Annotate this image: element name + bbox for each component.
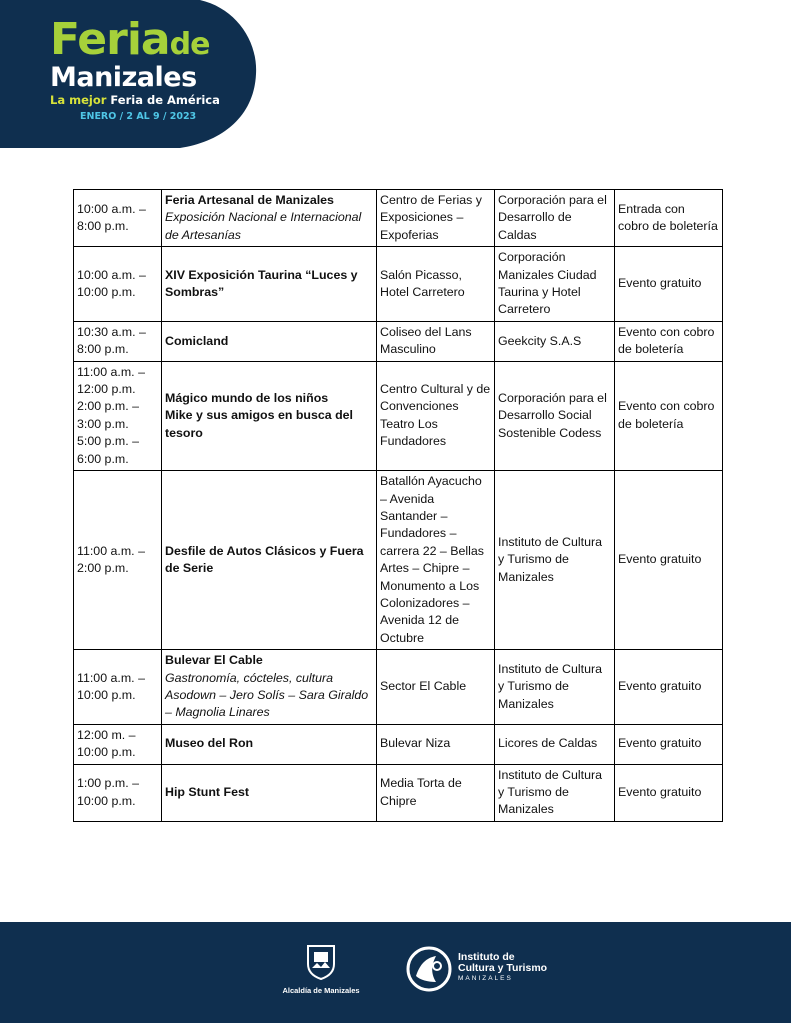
event-title-line: XIV Exposición Taurina “Luces y bbox=[165, 267, 358, 282]
access-cell: Evento gratuito bbox=[615, 724, 723, 764]
organizer-cell: Instituto de Cultura y Turismo de Manizales bbox=[495, 764, 615, 821]
event-title-line: tesoro bbox=[165, 425, 203, 440]
table-row bbox=[74, 361, 723, 470]
access-cell: Evento gratuito bbox=[615, 650, 723, 725]
organizer-cell: Instituto de Cultura y Turismo de Manizales bbox=[495, 471, 615, 650]
event-title-line: Mike y sus amigos en busca del bbox=[165, 408, 353, 423]
table-row bbox=[74, 471, 723, 650]
alcaldia-text: Alcaldía de Manizales bbox=[282, 986, 360, 995]
event-detail-line: – Magnolia Linares bbox=[165, 705, 270, 720]
table-row bbox=[74, 724, 723, 764]
event-detail-line: Gastronomía, cócteles, cultura bbox=[165, 670, 334, 685]
time-line: 2:00 p.m. bbox=[77, 561, 129, 576]
event-detail-line: Asodown – Jero Solís – Sara Giraldo bbox=[165, 687, 369, 702]
access-cell: Evento gratuito bbox=[615, 247, 723, 322]
event-detail-line: Exposición Nacional e Internacional bbox=[165, 210, 362, 225]
time-line: 5:00 p.m. – bbox=[77, 434, 139, 449]
time-cell bbox=[74, 321, 162, 361]
time-line: 10:00 a.m. – bbox=[77, 201, 146, 216]
time-line: 3:00 p.m. bbox=[77, 416, 129, 431]
access-cell: Entrada con cobro de boletería bbox=[615, 190, 723, 247]
logo-feria-text: Feria bbox=[50, 14, 170, 65]
event-title-line: Sombras” bbox=[165, 285, 225, 300]
time-line: 11:00 a.m. – bbox=[77, 670, 145, 685]
event-title-line: Hip Stunt Fest bbox=[165, 785, 249, 799]
event-cell bbox=[162, 764, 377, 821]
time-cell bbox=[74, 247, 162, 322]
organizer-cell: Corporación para el Desarrollo de Caldas bbox=[495, 190, 615, 247]
place-cell: Centro Cultural y de Convenciones Teatro Los Fundadores bbox=[377, 361, 495, 470]
place-cell: Media Torta de Chipre bbox=[377, 764, 495, 821]
event-cell bbox=[162, 471, 377, 650]
table-row bbox=[74, 321, 723, 361]
event-title-line: Bulevar El Cable bbox=[165, 653, 263, 668]
event-title-line: Feria Artesanal de Manizales bbox=[165, 193, 334, 207]
logo-de-text: de bbox=[169, 27, 210, 62]
logo-tagline-a: La mejor bbox=[50, 93, 111, 107]
organizer-cell: Licores de Caldas bbox=[495, 724, 615, 764]
time-line: 10:00 a.m. – bbox=[77, 267, 146, 282]
access-cell: Evento gratuito bbox=[615, 764, 723, 821]
logo-tagline-b: Feria de América bbox=[110, 93, 220, 107]
feria-logo bbox=[50, 14, 240, 124]
alcaldia-logo bbox=[280, 944, 362, 995]
organizer-cell: Instituto de Cultura y Turismo de Manizales bbox=[495, 650, 615, 725]
event-detail-line: de Artesanías bbox=[165, 227, 241, 242]
logo-manizales-text: Manizales bbox=[50, 62, 197, 93]
time-line: 11:00 a.m. – bbox=[77, 543, 145, 558]
table-row bbox=[74, 247, 723, 322]
event-cell bbox=[162, 361, 377, 470]
logo-dates: ENERO / 2 AL 9 / 2023 bbox=[80, 111, 197, 122]
organizer-cell: Corporación Manizales Ciudad Taurina y Hotel Carretero bbox=[495, 247, 615, 322]
place-cell: Bulevar Niza bbox=[377, 724, 495, 764]
table-row bbox=[74, 764, 723, 821]
event-cell bbox=[162, 190, 377, 247]
event-title-line: Comicland bbox=[165, 333, 229, 348]
instituto-line2: Cultura y Turismo bbox=[458, 962, 548, 974]
place-cell: Salón Picasso, Hotel Carretero bbox=[377, 247, 495, 322]
time-line: 8:00 p.m. bbox=[77, 342, 129, 357]
time-line: 8:00 p.m. bbox=[77, 219, 129, 234]
place-cell: Batallón Ayacucho – Avenida Santander – Fundadores – carrera 22 – Bellas Artes – Chipre – Monumento a Los Colonizadores – Avenida 12 de Octubre bbox=[377, 471, 495, 650]
time-cell bbox=[74, 190, 162, 247]
instituto-emblem-icon bbox=[406, 946, 452, 992]
time-line: 10:00 p.m. bbox=[77, 745, 136, 760]
place-cell: Sector El Cable bbox=[377, 650, 495, 725]
time-line: 1:00 p.m. – bbox=[77, 776, 139, 791]
event-cell bbox=[162, 724, 377, 764]
event-title-line: de Serie bbox=[165, 561, 214, 576]
coat-of-arms-icon bbox=[305, 944, 337, 980]
time-cell bbox=[74, 764, 162, 821]
time-line: 10:00 p.m. bbox=[77, 285, 136, 300]
event-cell bbox=[162, 650, 377, 725]
schedule-table bbox=[73, 189, 723, 822]
event-title-line: Museo del Ron bbox=[165, 736, 254, 751]
time-line: 6:00 p.m. bbox=[77, 451, 129, 466]
table-row bbox=[74, 190, 723, 247]
footer-bar bbox=[0, 922, 791, 1023]
time-line: 11:00 a.m. – bbox=[77, 364, 145, 379]
time-line: 12:00 p.m. bbox=[77, 382, 136, 397]
time-cell bbox=[74, 361, 162, 470]
event-title-line: Mágico mundo de los niños bbox=[165, 390, 329, 405]
time-cell bbox=[74, 724, 162, 764]
instituto-cultura-logo bbox=[406, 944, 566, 992]
access-cell: Evento con cobro de boletería bbox=[615, 361, 723, 470]
instituto-line1: Instituto de bbox=[458, 951, 515, 963]
event-cell bbox=[162, 321, 377, 361]
event-cell bbox=[162, 247, 377, 322]
time-line: 10:00 p.m. bbox=[77, 793, 136, 808]
time-line: 2:00 p.m. – bbox=[77, 399, 139, 414]
access-cell: Evento con cobro de boletería bbox=[615, 321, 723, 361]
access-cell: Evento gratuito bbox=[615, 471, 723, 650]
place-cell: Coliseo del Lans Masculino bbox=[377, 321, 495, 361]
organizer-cell: Corporación para el Desarrollo Social Sostenible Codess bbox=[495, 361, 615, 470]
time-cell bbox=[74, 471, 162, 650]
event-title-line: Desfile de Autos Clásicos y Fuera bbox=[165, 543, 364, 558]
table-row bbox=[74, 650, 723, 725]
time-line: 12:00 m. – bbox=[77, 727, 136, 742]
time-line: 10:30 a.m. – bbox=[77, 324, 146, 339]
place-cell: Centro de Ferias y Exposiciones – Expoferias bbox=[377, 190, 495, 247]
time-line: 10:00 p.m. bbox=[77, 687, 136, 702]
time-cell bbox=[74, 650, 162, 725]
organizer-cell: Geekcity S.A.S bbox=[495, 321, 615, 361]
instituto-line3: MANIZALES bbox=[458, 975, 513, 982]
